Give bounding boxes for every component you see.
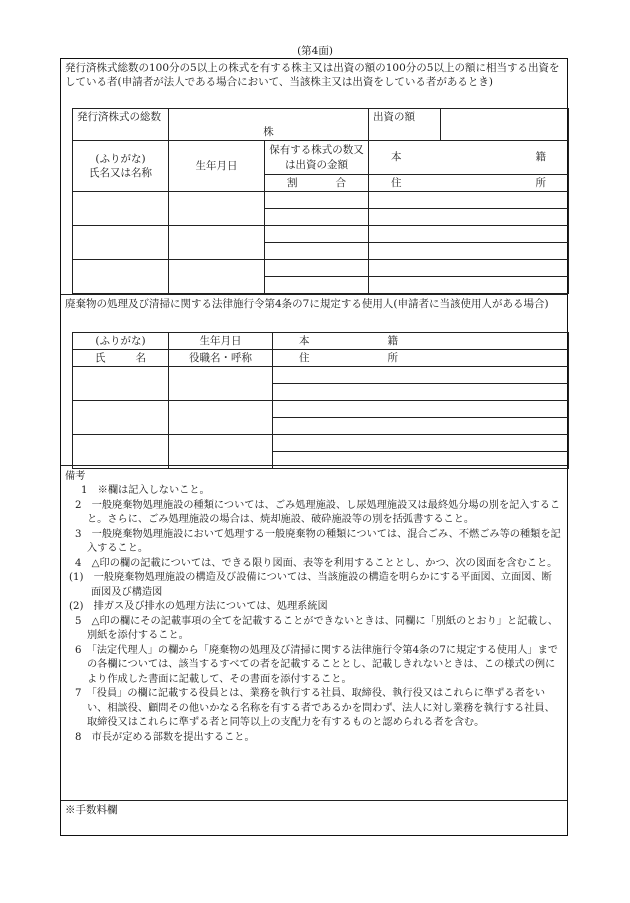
entry-name-cell[interactable]: [73, 192, 169, 226]
address-header: 住 所: [369, 175, 569, 192]
entry-birthdate-cell[interactable]: [169, 435, 273, 469]
ratio-header: 割 合: [265, 175, 369, 192]
note-item: 1 ※欄は記入しないこと。: [81, 485, 210, 497]
entry-ratio-cell[interactable]: [265, 277, 369, 294]
entry-holding-cell[interactable]: [265, 226, 369, 243]
section1-heading: 発行済株式総数の100分の5以上の株式を有する株主又は出資の額の100分の5以上の額に相当する出資をしている者(申請者が法人である場合において、当該株主又は出資をしている者があるとき): [65, 62, 560, 89]
entry-birthdate-cell[interactable]: [169, 226, 265, 260]
entry-birthdate-cell[interactable]: [169, 260, 265, 294]
domicile-header: 本 籍: [369, 141, 569, 175]
note-item: 8 市長が定める部数を提出すること。: [75, 731, 255, 743]
holding-header: 保有する株式の数又は出資の金額: [265, 141, 369, 175]
entry-birthdate-cell[interactable]: [169, 401, 273, 435]
entry-domicile-cell[interactable]: [369, 260, 569, 277]
entry-name-cell[interactable]: [73, 260, 169, 294]
entry-name-cell[interactable]: [73, 401, 169, 435]
entry-name-cell[interactable]: [73, 435, 169, 469]
furigana-header: (ふりがな): [73, 333, 169, 350]
capital-label: 出資の額: [369, 109, 441, 141]
entry-ratio-cell[interactable]: [265, 243, 369, 260]
name-header: [73, 141, 169, 192]
section-divider: [61, 465, 567, 466]
entry-domicile-cell[interactable]: [369, 226, 569, 243]
note-item: 6 「法定代理人」の欄から「廃棄物の処理及び清掃に関する法律施行令第4条の7に規定する使用人」までの各欄については、該当するすべての者を記載することとし、記載しきれないときは、この様式の例により作成した書面に記載して、その書面を添付すること。: [75, 644, 558, 685]
entry-name-cell[interactable]: [73, 226, 169, 260]
entry-address-cell[interactable]: [369, 277, 569, 294]
entry-holding-cell[interactable]: [265, 192, 369, 209]
entry-address-cell[interactable]: [369, 243, 569, 260]
entry-address-cell[interactable]: [273, 384, 569, 401]
entry-ratio-cell[interactable]: [265, 209, 369, 226]
shareholder-table: [72, 108, 569, 294]
name-label: 氏名又は名称: [89, 167, 152, 180]
total-shares-label: 発行済株式の総数: [73, 109, 169, 141]
capital-value[interactable]: [441, 109, 569, 141]
note-item: 3 一般廃棄物処理施設において処理する一般廃棄物の種類については、混合ごみ、不燃ごみ等の種類を記入すること。: [75, 528, 561, 555]
entry-address-cell[interactable]: [369, 209, 569, 226]
shares-unit: 株: [263, 125, 274, 138]
entry-domicile-cell[interactable]: [273, 401, 569, 418]
domicile-header: 本 籍: [273, 333, 569, 350]
entry-domicile-cell[interactable]: [369, 192, 569, 209]
note-item: 5 △印の欄にその記載事項の全てを記載することができないときは、同欄に「別紙のとおり」と記載し、別紙を添付すること。: [75, 615, 558, 642]
entry-address-cell[interactable]: [273, 452, 569, 469]
entry-birthdate-cell[interactable]: [169, 192, 265, 226]
furigana-label: (ふりがな): [95, 152, 146, 165]
note-item: 7 「役員」の欄に記載する役員とは、業務を執行する社員、取締役、執行役又はこれらに準ずる者をいい、相談役、顧問その他いかなる名称を有する者であるかを問わず、法人に対し業務を執行する社員、取締役又はこれらに準ずる者と同等以上の支配力を有するものと認められる者を含む。: [75, 688, 555, 729]
position-header: 役職名・呼称: [169, 350, 273, 367]
page-label: (第4面): [297, 45, 333, 57]
birthdate-header: 生年月日: [169, 333, 273, 350]
birthdate-header: 生年月日: [169, 141, 265, 192]
note-item: 2 一般廃棄物処理施設の種類については、ごみ処理施設、し尿処理施設又は最終処分場の別を記入すること。さらに、ごみ処理施設の場合は、焼却施設、破砕施設等の別を括弧書すること。: [75, 499, 561, 526]
note-item: 4 △印の欄の記載については、できる限り図面、表等を利用することとし、かつ、次の図面を含むこと。: [75, 557, 558, 569]
name-header: 氏 名: [73, 350, 169, 367]
section2-heading: 廃棄物の処理及び清掃に関する法律施行令第4条の7に規定する使用人(申請者に当該使用人がある場合): [65, 298, 549, 310]
notes-title: 備考: [65, 471, 86, 482]
total-shares-value[interactable]: [169, 109, 369, 141]
note-item: (2) 排ガス及び排水の処理方法については、処理系統図: [69, 601, 328, 613]
note-item: (1) 一般廃棄物処理施設の構造及び設備については、当該施設の構造を明らかにする平面図、立面図、断面図及び構造図: [69, 572, 552, 598]
entry-holding-cell[interactable]: [265, 260, 369, 277]
form-frame: [60, 58, 568, 836]
address-header: 住 所: [273, 350, 569, 367]
fee-divider: [61, 800, 567, 801]
entry-address-cell[interactable]: [273, 418, 569, 435]
notes-section: [65, 470, 561, 745]
entry-domicile-cell[interactable]: [273, 435, 569, 452]
entry-birthdate-cell[interactable]: [169, 367, 273, 401]
entry-name-cell[interactable]: [73, 367, 169, 401]
fee-label: ※手数料欄: [65, 804, 118, 816]
employee-table: [72, 332, 569, 469]
entry-domicile-cell[interactable]: [273, 367, 569, 384]
section-divider: [61, 294, 567, 295]
